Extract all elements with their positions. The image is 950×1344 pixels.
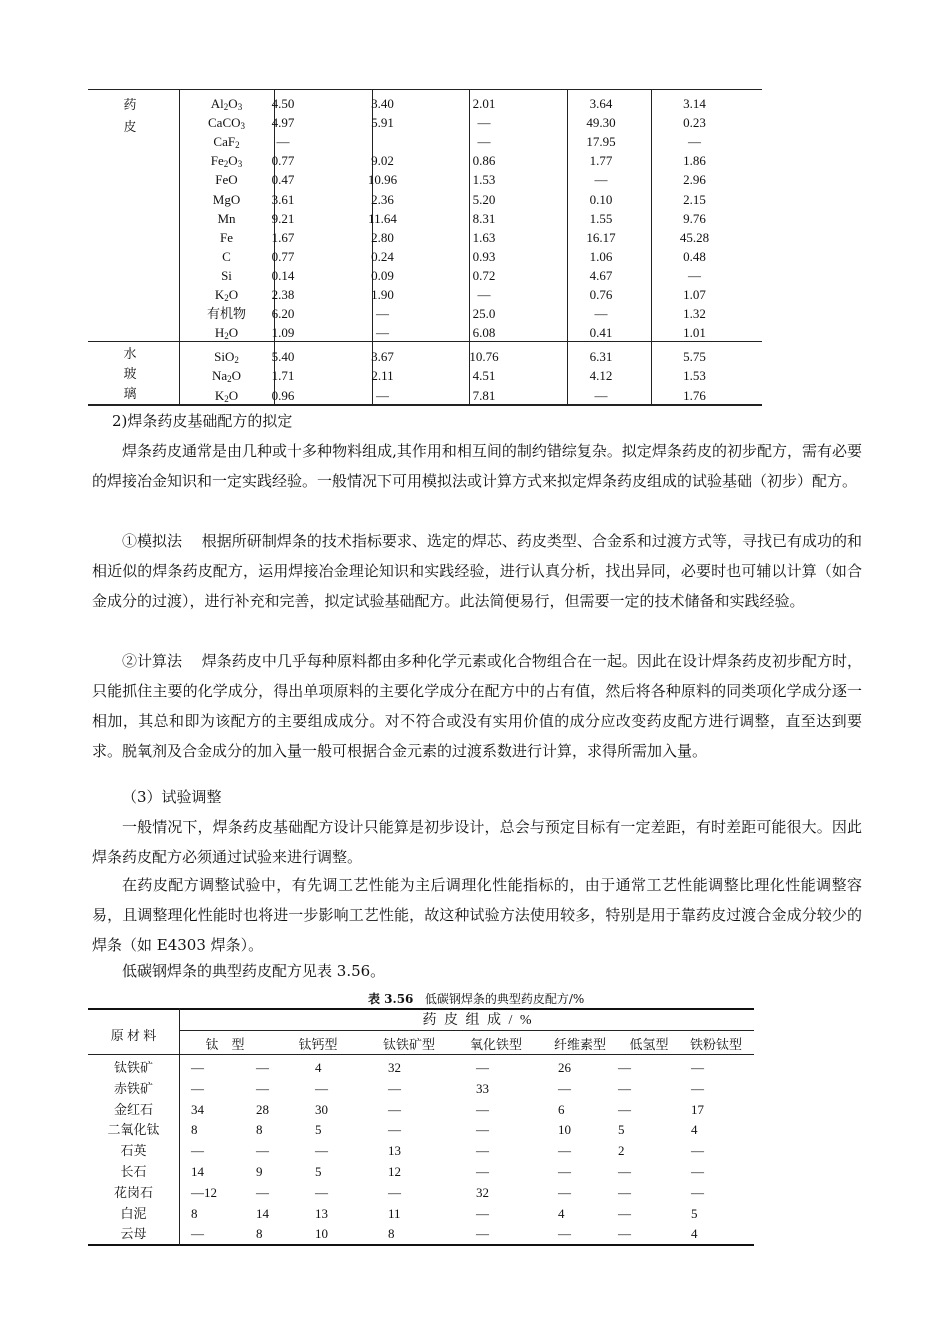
type-header: 铁粉钛型 xyxy=(689,1037,742,1052)
formula-value: — xyxy=(256,1080,269,1096)
group-label-coating xyxy=(110,95,150,139)
material-name: 云母 xyxy=(120,1226,147,1242)
formula-value: — xyxy=(256,1184,269,1200)
formula-value: — xyxy=(476,1143,489,1159)
value-cell: 3.67 xyxy=(371,349,394,364)
formula-value: 34 xyxy=(191,1101,204,1117)
value-cell: 1.76 xyxy=(683,387,706,403)
paragraph: ②计算法 焊条药皮中几乎每种原料都由多种化学元素或化合物组合在一起。因此在设计焊条药皮初步配方时，只能抓住主要的化学成分，得出单项原料的主要化学成分在配方中的占有值，然后将各种原料的同类项化学成分逐一相加，其总和即为该配方的主要组成成分。对不符合或没有实用价值的成分应改变药皮配方进行调整，直至达到要求。脱氧剂及合金成分的加入量一般可根据合金元素的过渡系数进行计算，求得所需加入量。 xyxy=(92,652,862,760)
value-cell: 5.20 xyxy=(472,191,496,207)
value-cell: 1.01 xyxy=(683,325,706,341)
paragraph: 焊条药皮通常是由几种或十多种物料组成,其作用和相互间的制约错综复杂。拟定焊条药皮的初步配方，需有必要的焊接冶金知识和一定实践经验。一般情况下可用模拟法或计算方式来拟定焊条药皮组成的试验基础（初步）配方。 xyxy=(92,442,862,490)
formula-value: 26 xyxy=(558,1060,571,1075)
formula-value: — xyxy=(476,1226,489,1242)
formula-value: 8 xyxy=(256,1122,263,1138)
table-caption xyxy=(368,991,584,1007)
formula-value: 32 xyxy=(476,1184,489,1200)
formula-value: — xyxy=(691,1164,704,1179)
value-cell: 3.14 xyxy=(683,96,706,111)
composition-table xyxy=(88,89,762,405)
value-cell: 2.36 xyxy=(371,191,394,207)
component-name: CaF$_2$ xyxy=(213,134,240,151)
component-name: C xyxy=(222,248,231,264)
value-cell: 11.64 xyxy=(368,210,397,226)
group-label-line: 药 xyxy=(123,98,137,113)
value-cell: — xyxy=(477,115,491,131)
value-cell: — xyxy=(594,306,608,322)
formula-value: 17 xyxy=(691,1101,704,1117)
value-cell: 10.76 xyxy=(469,349,499,364)
value-cell: 4.51 xyxy=(472,368,496,384)
value-cell: 2.15 xyxy=(683,191,706,207)
component-name: $Al_2O_3$ xyxy=(210,96,243,112)
table-top-rule xyxy=(88,89,762,90)
formula-value: 4 xyxy=(691,1226,698,1242)
material-name: 石英 xyxy=(120,1143,147,1159)
formula-value: 32 xyxy=(388,1060,401,1075)
formula-value: —12 xyxy=(191,1184,217,1200)
formula-value: 30 xyxy=(315,1101,328,1117)
value-cell: 8.31 xyxy=(472,210,496,226)
value-cell: 1.90 xyxy=(371,287,394,302)
formula-value: 33 xyxy=(476,1080,489,1096)
value-cell: 9.02 xyxy=(371,153,394,169)
formula-value: 2 xyxy=(618,1143,625,1159)
value-cell: 0.48 xyxy=(683,248,706,264)
type-header: 钛 型 xyxy=(205,1037,245,1052)
value-cell: 1.71 xyxy=(271,368,295,384)
material-name: 赤铁矿 xyxy=(113,1080,153,1096)
value-cell: 4.97 xyxy=(271,115,295,131)
group-label-line: 皮 xyxy=(123,120,137,135)
value-cell: 1.06 xyxy=(589,248,613,264)
formula-value: — xyxy=(256,1143,269,1159)
material-name: 二氧化钛 xyxy=(107,1122,160,1138)
value-cell: 4.12 xyxy=(589,368,613,384)
formula-value: — xyxy=(315,1143,328,1159)
value-cell: 6.20 xyxy=(271,306,295,322)
value-cell: 2.80 xyxy=(371,229,394,245)
material-name: 钛铁矿 xyxy=(113,1060,153,1075)
formula-value: — xyxy=(256,1060,269,1075)
value-cell: 1.67 xyxy=(271,229,295,245)
formula-value: — xyxy=(388,1122,401,1138)
value-cell: 3.61 xyxy=(271,191,295,207)
value-cell: — xyxy=(594,172,608,188)
type-header: 钛铁矿型 xyxy=(382,1037,435,1052)
type-header: 钛钙型 xyxy=(298,1037,338,1052)
paragraph: 在药皮配方调整试验中，有先调工艺性能为主后调理化性能指标的，由于通常工艺性能调整比理化性能调整容易，且调整理化性能时也将进一步影响工艺性能，故这种试验方法使用较多，特别是用于靠药皮过渡合金成分较少的焊条（如 E4303 焊条）。 xyxy=(92,876,862,954)
formula-value: 4 xyxy=(691,1122,698,1138)
value-cell: — xyxy=(376,306,389,322)
formula-value: — xyxy=(558,1143,571,1159)
formula-value: — xyxy=(315,1080,328,1096)
value-cell: — xyxy=(276,134,290,150)
value-cell: 0.86 xyxy=(472,153,496,169)
formula-value: 6 xyxy=(558,1101,565,1117)
value-cell: 4.67 xyxy=(589,267,613,283)
value-cell: 2.01 xyxy=(472,96,496,111)
formula-value: — xyxy=(476,1101,489,1117)
value-cell: — xyxy=(594,387,608,403)
value-cell: 0.76 xyxy=(589,287,613,302)
formula-value: — xyxy=(618,1226,631,1242)
component-name: Mn xyxy=(217,210,236,226)
table-top-rule xyxy=(88,1008,754,1010)
component-name: $H_2O$ xyxy=(214,325,239,342)
value-cell: — xyxy=(376,387,389,403)
value-cell: 0.09 xyxy=(371,267,394,283)
formula-value: — xyxy=(618,1101,631,1117)
value-cell: 16.17 xyxy=(586,229,616,245)
value-cell: 1.86 xyxy=(683,153,706,169)
formula-value: — xyxy=(618,1184,631,1200)
value-cell: — xyxy=(376,325,389,341)
formula-value: 11 xyxy=(388,1205,401,1221)
component-name: $Fe_2O_3$ xyxy=(210,153,243,170)
paragraph: 低碳钢焊条的典型药皮配方见表 3.56。 xyxy=(122,962,386,980)
value-cell: 6.08 xyxy=(472,325,496,341)
value-cell: 1.55 xyxy=(589,210,613,226)
value-cell: 7.81 xyxy=(472,387,496,403)
value-cell: 0.93 xyxy=(472,248,496,264)
formula-value: 5 xyxy=(618,1122,625,1138)
formula-value: — xyxy=(476,1122,489,1138)
value-cell: 0.96 xyxy=(271,387,295,403)
formula-value: 4 xyxy=(315,1060,322,1075)
header-group: 药 皮 组 成 / % xyxy=(422,1013,534,1028)
formula-value: — xyxy=(618,1205,631,1221)
formula-value: 10 xyxy=(558,1122,571,1138)
formula-value: — xyxy=(558,1164,571,1179)
value-cell: — xyxy=(477,134,491,150)
group-label-line: 璃 xyxy=(123,387,137,402)
formula-value: — xyxy=(558,1226,571,1242)
formula-value: 5 xyxy=(315,1164,322,1179)
value-cell: 0.41 xyxy=(589,325,613,341)
formula-value: 8 xyxy=(191,1122,198,1138)
formula-value: — xyxy=(618,1164,631,1179)
value-cell: 4.50 xyxy=(271,96,295,111)
value-cell: 9.21 xyxy=(271,210,295,226)
formula-table xyxy=(88,1008,758,1246)
value-cell: 1.53 xyxy=(472,172,496,188)
formula-value: — xyxy=(191,1080,204,1096)
formula-value: 10 xyxy=(315,1226,328,1242)
formula-value: — xyxy=(388,1184,401,1200)
value-cell: 2.96 xyxy=(683,172,706,188)
formula-value: — xyxy=(691,1060,704,1075)
material-name: 金红石 xyxy=(113,1101,153,1117)
formula-value: 4 xyxy=(558,1205,565,1221)
value-cell: 45.28 xyxy=(679,229,710,245)
component-name: $Na_2O$ xyxy=(211,368,242,385)
value-cell: 0.77 xyxy=(271,153,295,169)
material-name: 花岗石 xyxy=(113,1184,153,1200)
formula-value: — xyxy=(315,1184,328,1200)
formula-value: — xyxy=(388,1080,401,1096)
formula-value: — xyxy=(691,1143,704,1159)
value-cell: 0.23 xyxy=(683,115,706,131)
value-cell: 1.09 xyxy=(271,325,295,341)
value-cell: 1.63 xyxy=(472,229,496,245)
value-cell: — xyxy=(688,267,701,283)
formula-value: 5 xyxy=(315,1122,322,1138)
value-cell: 2.38 xyxy=(271,287,295,302)
formula-value: — xyxy=(476,1205,489,1221)
value-cell: 0.10 xyxy=(589,191,613,207)
value-cell: 5.40 xyxy=(271,349,295,364)
value-cell: 0.14 xyxy=(271,267,295,283)
component-name: Si xyxy=(221,267,232,283)
value-cell: 25.0 xyxy=(472,306,496,322)
header-material: 原 材 料 xyxy=(110,1028,157,1043)
formula-value: — xyxy=(191,1143,204,1159)
component-name: 有机物 xyxy=(206,306,246,322)
group-label-line: 水 xyxy=(123,347,137,362)
formula-value: 9 xyxy=(256,1164,263,1179)
group-label-line: 玻 xyxy=(123,367,137,382)
value-cell: 1.53 xyxy=(683,368,706,384)
component-name: Fe xyxy=(220,229,233,245)
type-header: 低氢型 xyxy=(629,1037,669,1052)
formula-value: — xyxy=(191,1060,204,1075)
value-cell: 0.24 xyxy=(371,248,394,264)
section-heading-2: 2)焊条药皮基础配方的拟定 xyxy=(112,412,293,430)
formula-value: 12 xyxy=(388,1164,401,1179)
section-heading-3: （3）试验调整 xyxy=(122,788,222,806)
formula-value: 28 xyxy=(256,1101,269,1117)
paragraph: 一般情况下，焊条药皮基础配方设计只能算是初步设计，总会与预定目标有一定差距，有时差距可能很大。因此焊条药皮配方必须通过试验来进行调整。 xyxy=(92,818,862,866)
paragraph: ①模拟法 根据所研制焊条的技术指标要求、选定的焊芯、药皮类型、合金系和过渡方式等，寻找已有成功的和相近似的焊条药皮配方，运用焊接冶金理论知识和实践经验，进行认真分析，找出异同，必要时也可辅以计算（如合金成分的过渡），进行补充和完善，拟定试验基础配方。此法简便易行，但需要一定的技术储备和实践经验。 xyxy=(92,532,862,610)
value-cell: 6.31 xyxy=(589,349,613,364)
material-name: 白泥 xyxy=(120,1205,147,1221)
component-name: FeO xyxy=(215,172,238,188)
value-cell: 9.76 xyxy=(683,210,706,226)
formula-value: — xyxy=(476,1164,489,1179)
value-cell: 0.47 xyxy=(271,172,295,188)
formula-value: — xyxy=(388,1101,401,1117)
component-name: MgO xyxy=(212,191,241,207)
component-name: $K_2O$ xyxy=(214,287,239,303)
formula-value: — xyxy=(558,1184,571,1200)
value-cell: — xyxy=(688,134,701,150)
component-name: SiO$_2$ xyxy=(214,349,239,365)
type-header: 纤维素型 xyxy=(553,1037,606,1052)
material-name: 长石 xyxy=(120,1164,147,1179)
group-label-water-glass xyxy=(110,345,150,405)
value-cell: 1.32 xyxy=(683,306,706,322)
caption-title: 低碳钢焊条的典型药皮配方/% xyxy=(424,992,585,1006)
component-name: $K_2O$ xyxy=(214,387,239,404)
value-cell: 5.75 xyxy=(683,349,706,364)
type-header: 氧化铁型 xyxy=(469,1037,522,1052)
value-cell: 0.72 xyxy=(472,267,496,283)
component-name: CaCO$_3$ xyxy=(208,115,245,132)
value-cell: 0.77 xyxy=(271,248,295,264)
formula-value: 14 xyxy=(256,1205,269,1221)
formula-value: — xyxy=(618,1080,631,1096)
formula-value: — xyxy=(691,1080,704,1096)
value-cell: 49.30 xyxy=(586,115,616,131)
formula-value: — xyxy=(476,1060,489,1075)
caption-number: 表 3.56 xyxy=(368,992,414,1006)
value-cell: 3.64 xyxy=(589,96,613,111)
value-cell: 2.11 xyxy=(371,368,394,384)
formula-value: 13 xyxy=(315,1205,328,1221)
value-cell: 10.96 xyxy=(367,172,398,188)
formula-value: 13 xyxy=(388,1143,401,1159)
value-cell: — xyxy=(477,287,491,302)
formula-value: 5 xyxy=(691,1205,698,1221)
formula-value: 8 xyxy=(256,1226,263,1242)
formula-value: — xyxy=(618,1060,631,1075)
formula-value: 8 xyxy=(191,1205,198,1221)
formula-value: — xyxy=(558,1080,571,1096)
value-cell: 3.40 xyxy=(371,96,394,111)
value-cell: 1.07 xyxy=(683,287,706,302)
formula-value: — xyxy=(691,1184,704,1200)
formula-value: 8 xyxy=(388,1226,395,1242)
value-cell: 1.77 xyxy=(589,153,613,169)
value-cell: 5.91 xyxy=(371,115,394,131)
formula-value: — xyxy=(191,1226,204,1242)
value-cell: 17.95 xyxy=(586,134,616,150)
formula-value: 14 xyxy=(191,1164,204,1179)
